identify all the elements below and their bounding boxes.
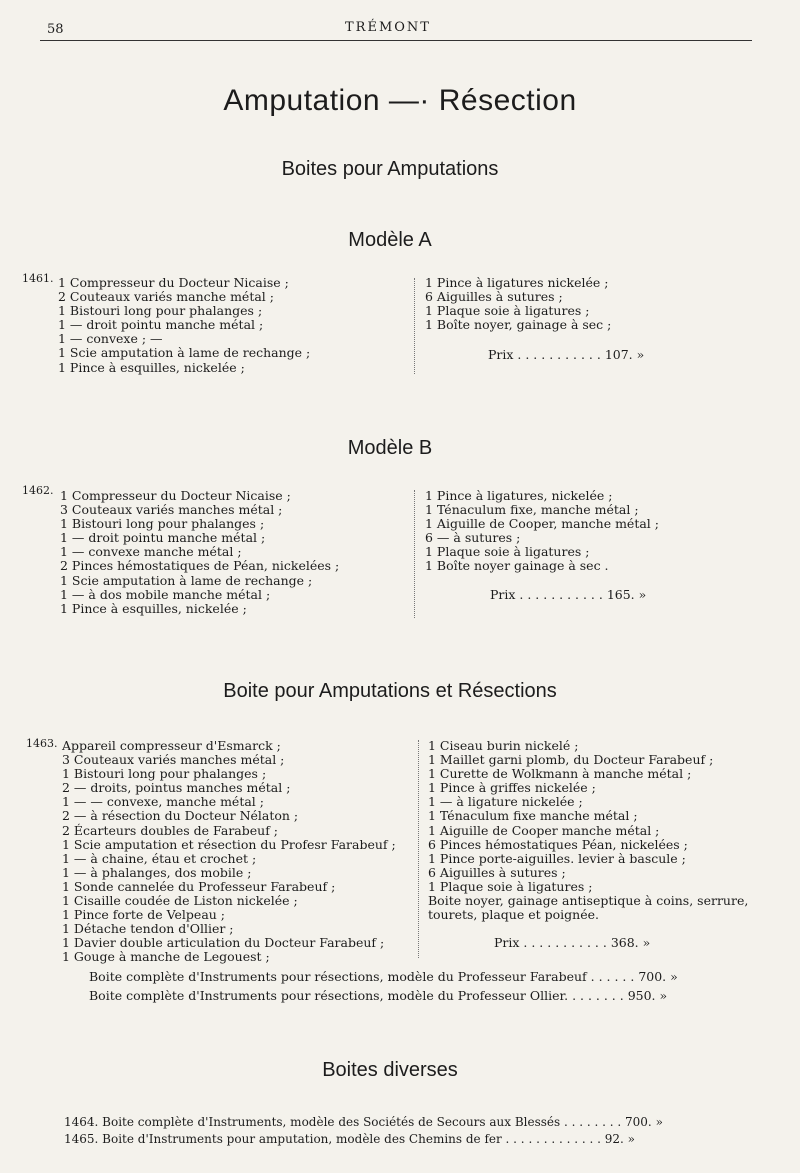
list-item: 1 — à ligature nickelée ; bbox=[428, 794, 583, 810]
list-item: 1 Maillet garni plomb, du Docteur Farabeuf ; bbox=[428, 752, 714, 768]
running-title: TRÉMONT bbox=[345, 20, 431, 35]
list-item: 1 Bistouri long pour phalanges ; bbox=[58, 303, 263, 319]
list-item: 2 Écarteurs doubles de Farabeuf ; bbox=[62, 822, 279, 838]
list-item: 1 — à dos mobile manche métal ; bbox=[60, 586, 271, 602]
model-b-left-list bbox=[60, 489, 339, 616]
list-item: 6 — à sutures ; bbox=[425, 530, 521, 546]
list-item: 1 Pince à griffes nickelée ; bbox=[428, 780, 596, 796]
list-item: 1 Pince à ligatures, nickelée ; bbox=[425, 488, 613, 503]
model-a-left-list bbox=[58, 276, 310, 375]
list-item: 1 Gouge à manche de Legouest ; bbox=[62, 949, 270, 965]
list-item: 1 Pince à ligatures nickelée ; bbox=[425, 275, 609, 290]
section-title-amputations: Boites pour Amputations bbox=[281, 158, 499, 180]
list-item: 6 Pinces hémostatiques Péan, nickelées ; bbox=[428, 836, 688, 852]
list-item: 1 Pince à esquilles, nickelée ; bbox=[60, 600, 247, 616]
list-item: 1 Plaque soie à ligatures ; bbox=[428, 878, 593, 894]
diverses-line: 1464. Boite complète d'Instruments, modèle des Sociétés de Secours aux Blessés . . . . . . . . 700. » bbox=[64, 1115, 663, 1129]
list-item: 1 — à chaine, étau et crochet ; bbox=[62, 850, 257, 866]
header-rule bbox=[40, 40, 752, 41]
list-item: 1 — droit pointu manche métal ; bbox=[60, 530, 266, 546]
list-item: 1 Pince à esquilles, nickelée ; bbox=[58, 359, 245, 375]
list-item: 1 — convexe manche métal ; bbox=[60, 544, 242, 560]
model-b-right-list bbox=[425, 489, 659, 574]
list-item: 3 Couteaux variés manches métal ; bbox=[62, 752, 285, 768]
model-a-ref: 1461. bbox=[22, 272, 54, 285]
list-item: 1 — droit pointu manche métal ; bbox=[58, 317, 264, 333]
diverses-line: 1465. Boite d'Instruments pour amputation, modèle des Chemins de fer . . . . . . . . . . . . . 92. » bbox=[64, 1132, 635, 1146]
resections-right-list bbox=[428, 739, 748, 922]
list-item: 1 Scie amputation et résection du Profesr Farabeuf ; bbox=[62, 836, 396, 852]
list-item: 2 — à résection du Docteur Nélaton ; bbox=[62, 808, 299, 824]
list-item: 1 Boîte noyer gainage à sec . bbox=[425, 558, 609, 574]
model-b-ref: 1462. bbox=[22, 484, 54, 497]
list-item: Boite noyer, gainage antiseptique à coins, serrure, bbox=[428, 893, 749, 909]
list-item: 1 Bistouri long pour phalanges ; bbox=[62, 766, 267, 782]
section-title-resections: Boite pour Amputations et Résections bbox=[223, 680, 557, 702]
page-number: 58 bbox=[47, 22, 64, 37]
list-item: 1 Ténaculum fixe manche métal ; bbox=[428, 808, 638, 824]
list-item: 1 Bistouri long pour phalanges ; bbox=[60, 516, 265, 532]
model-a-price: Prix . . . . . . . . . . . 107. » bbox=[488, 347, 645, 362]
list-item: 2 — droits, pointus manches métal ; bbox=[62, 780, 291, 796]
list-item: 1 Pince porte-aiguilles. levier à bascule ; bbox=[428, 850, 686, 866]
list-item: 1 Boîte noyer, gainage à sec ; bbox=[425, 317, 612, 333]
list-item: 1 — à phalanges, dos mobile ; bbox=[62, 864, 252, 880]
column-separator bbox=[418, 740, 419, 958]
model-a-title: Modèle A bbox=[348, 229, 432, 251]
list-item: 1 Détache tendon d'Ollier ; bbox=[62, 921, 234, 937]
section-title-diverses: Boites diverses bbox=[322, 1059, 458, 1081]
list-item: 1 Sonde cannelée du Professeur Farabeuf ; bbox=[62, 878, 336, 894]
list-item: 1 Plaque soie à ligatures ; bbox=[425, 303, 590, 319]
list-item: 6 Aiguilles à sutures ; bbox=[425, 289, 563, 305]
list-item: 1 Plaque soie à ligatures ; bbox=[425, 544, 590, 560]
list-item: 1 Pince forte de Velpeau ; bbox=[62, 907, 226, 923]
complete-box-line: Boite complète d'Instruments pour résections, modèle du Professeur Farabeuf . . . . . . 700. » bbox=[89, 969, 678, 984]
resections-left-list bbox=[62, 739, 396, 965]
list-item: 2 Pinces hémostatiques de Péan, nickelées ; bbox=[60, 558, 340, 574]
resections-ref: 1463. bbox=[26, 737, 58, 750]
list-item: Appareil compresseur d'Esmarck ; bbox=[62, 738, 281, 753]
list-item: 1 Compresseur du Docteur Nicaise ; bbox=[60, 488, 291, 503]
list-item: 1 Compresseur du Docteur Nicaise ; bbox=[58, 275, 289, 290]
model-a-right-list bbox=[425, 276, 611, 332]
list-item: tourets, plaque et poignée. bbox=[428, 907, 599, 923]
main-title: Amputation —· Résection bbox=[223, 84, 577, 117]
list-item: 1 — convexe ; — bbox=[58, 331, 163, 347]
list-item: 1 Curette de Wolkmann à manche métal ; bbox=[428, 766, 692, 782]
resections-price: Prix . . . . . . . . . . . 368. » bbox=[494, 935, 651, 950]
list-item: 1 Davier double articulation du Docteur Farabeuf ; bbox=[62, 935, 385, 951]
model-b-price: Prix . . . . . . . . . . . 165. » bbox=[490, 587, 647, 602]
list-item: 1 Scie amputation à lame de rechange ; bbox=[58, 345, 311, 361]
list-item: 1 Aiguille de Cooper manche métal ; bbox=[428, 822, 660, 838]
list-item: 1 Cisaille coudée de Liston nickelée ; bbox=[62, 893, 298, 909]
list-item: 3 Couteaux variés manches métal ; bbox=[60, 502, 283, 518]
list-item: 1 Ciseau burin nickelé ; bbox=[428, 738, 579, 753]
list-item: 1 Ténaculum fixe, manche métal ; bbox=[425, 502, 639, 518]
column-separator bbox=[414, 490, 415, 618]
list-item: 1 — — convexe, manche métal ; bbox=[62, 794, 264, 810]
complete-box-line: Boite complète d'Instruments pour résections, modèle du Professeur Ollier. . . . . . . . 950. » bbox=[89, 988, 668, 1003]
model-b-title: Modèle B bbox=[347, 437, 433, 459]
list-item: 1 Aiguille de Cooper, manche métal ; bbox=[425, 516, 659, 532]
list-item: 6 Aiguilles à sutures ; bbox=[428, 864, 566, 880]
list-item: 1 Scie amputation à lame de rechange ; bbox=[60, 572, 313, 588]
list-item: 2 Couteaux variés manche métal ; bbox=[58, 289, 274, 305]
column-separator bbox=[414, 278, 415, 374]
